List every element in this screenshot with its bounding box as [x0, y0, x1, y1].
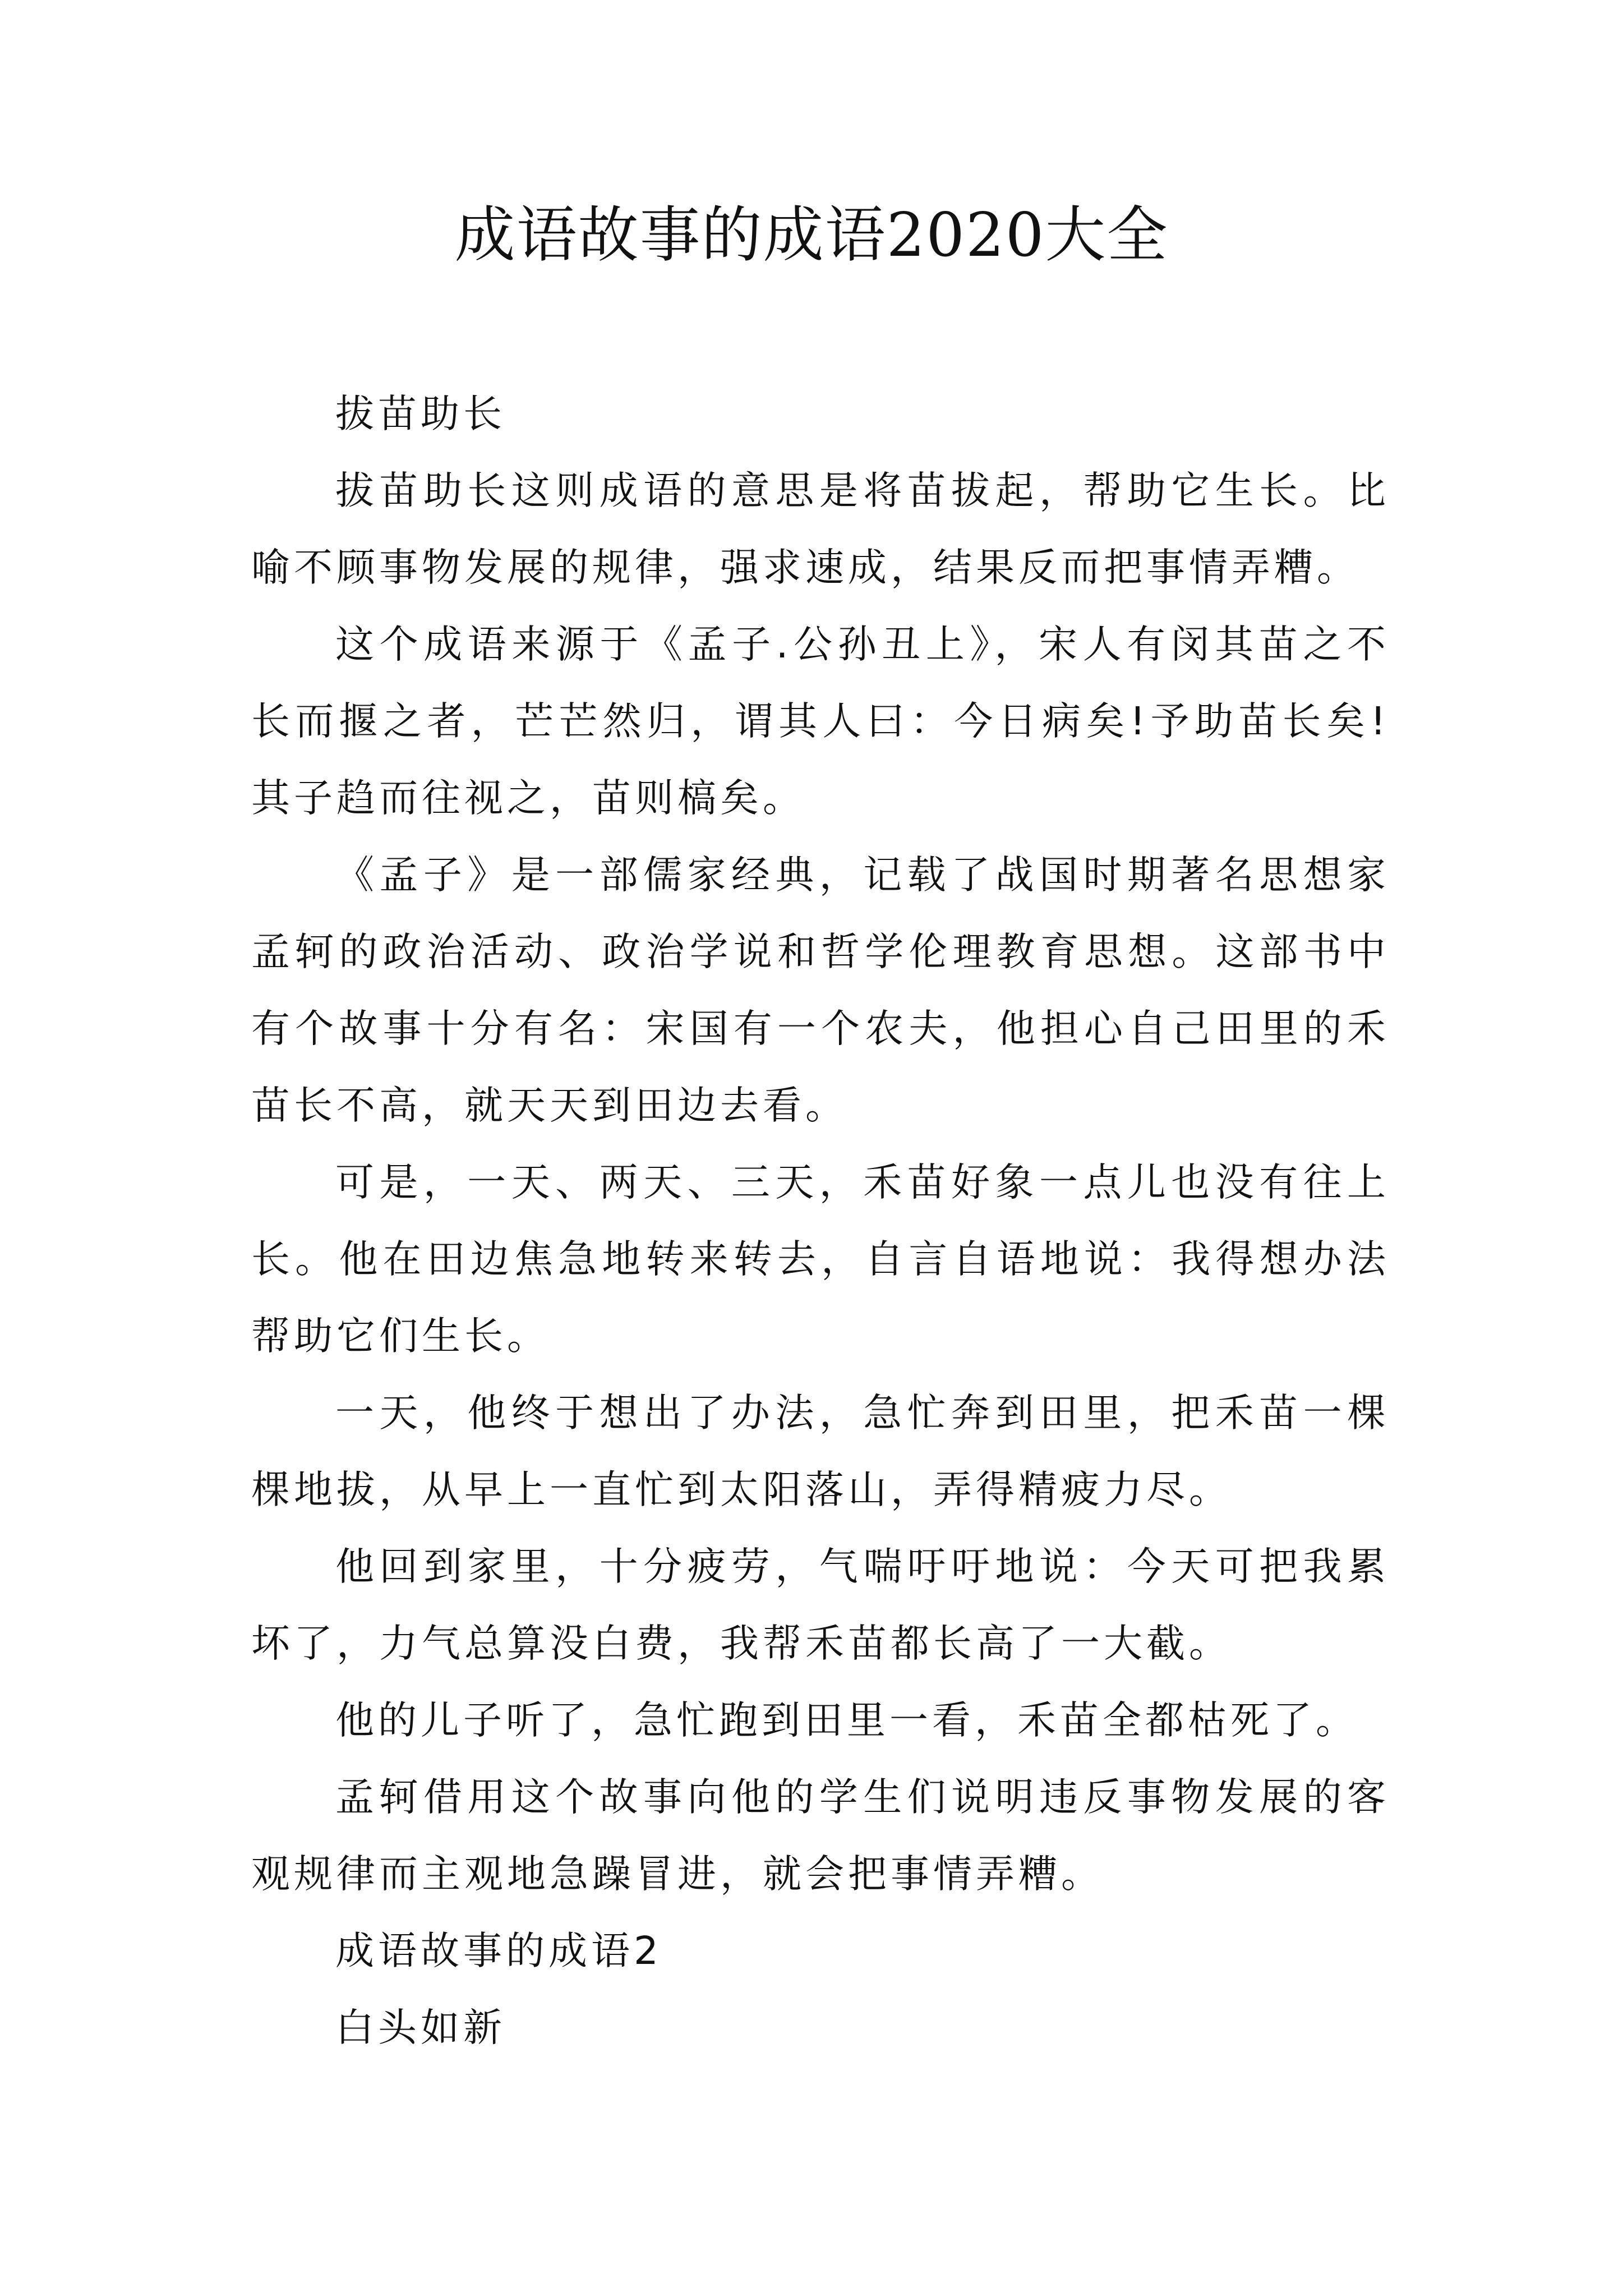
- paragraph-meaning: 拔苗助长这则成语的意思是将苗拔起，帮助它生长。比喻不顾事物发展的规律，强求速成，结果反而把事情弄糟。: [251, 468, 1390, 590]
- section-heading-idiom-2: 成语故事的成语2: [335, 1929, 662, 1973]
- paragraph-home: 他回到家里，十分疲劳，气喘吁吁地说：今天可把我累坏了，力气总算没白费，我帮禾苗都长高了一大截。: [251, 1544, 1390, 1666]
- document-title: 成语故事的成语2020大全: [454, 200, 1169, 270]
- paragraph-source: 这个成语来源于《孟子.公孙丑上》，宋人有闵其苗之不长而揠之者，芒芒然归，谓其人曰：今日病矣!予助苗长矣!其子趋而往视之，苗则槁矣。: [251, 622, 1390, 821]
- paragraph-pulling: 一天，他终于想出了办法，急忙奔到田里，把禾苗一棵棵地拔，从早上一直忙到太阳落山，弄得精疲力尽。: [251, 1391, 1390, 1512]
- section-heading-baitou: 白头如新: [335, 2005, 506, 2050]
- paragraph-mengzi: 《孟子》是一部儒家经典，记载了战国时期著名思想家孟轲的政治活动、政治学说和哲学伦理教育思想。这部书中有个故事十分有名：宋国有一个农夫，他担心自己田里的禾苗长不高，就天天到田边去看。: [251, 853, 1390, 1128]
- paragraph-son: 他的儿子听了，急忙跑到田里一看，禾苗全都枯死了。: [335, 1698, 1358, 1743]
- paragraph-lesson: 孟轲借用这个故事向他的学生们说明违反事物发展的客观规律而主观地急躁冒进，就会把事情弄糟。: [251, 1775, 1390, 1897]
- document-body: [251, 376, 1390, 2067]
- section-heading-bamiao: 拔苗助长: [335, 392, 506, 436]
- paragraph-days: 可是，一天、两天、三天，禾苗好象一点儿也没有往上长。他在田边焦急地转来转去，自言自语地说：我得想办法帮助它们生长。: [251, 1160, 1390, 1359]
